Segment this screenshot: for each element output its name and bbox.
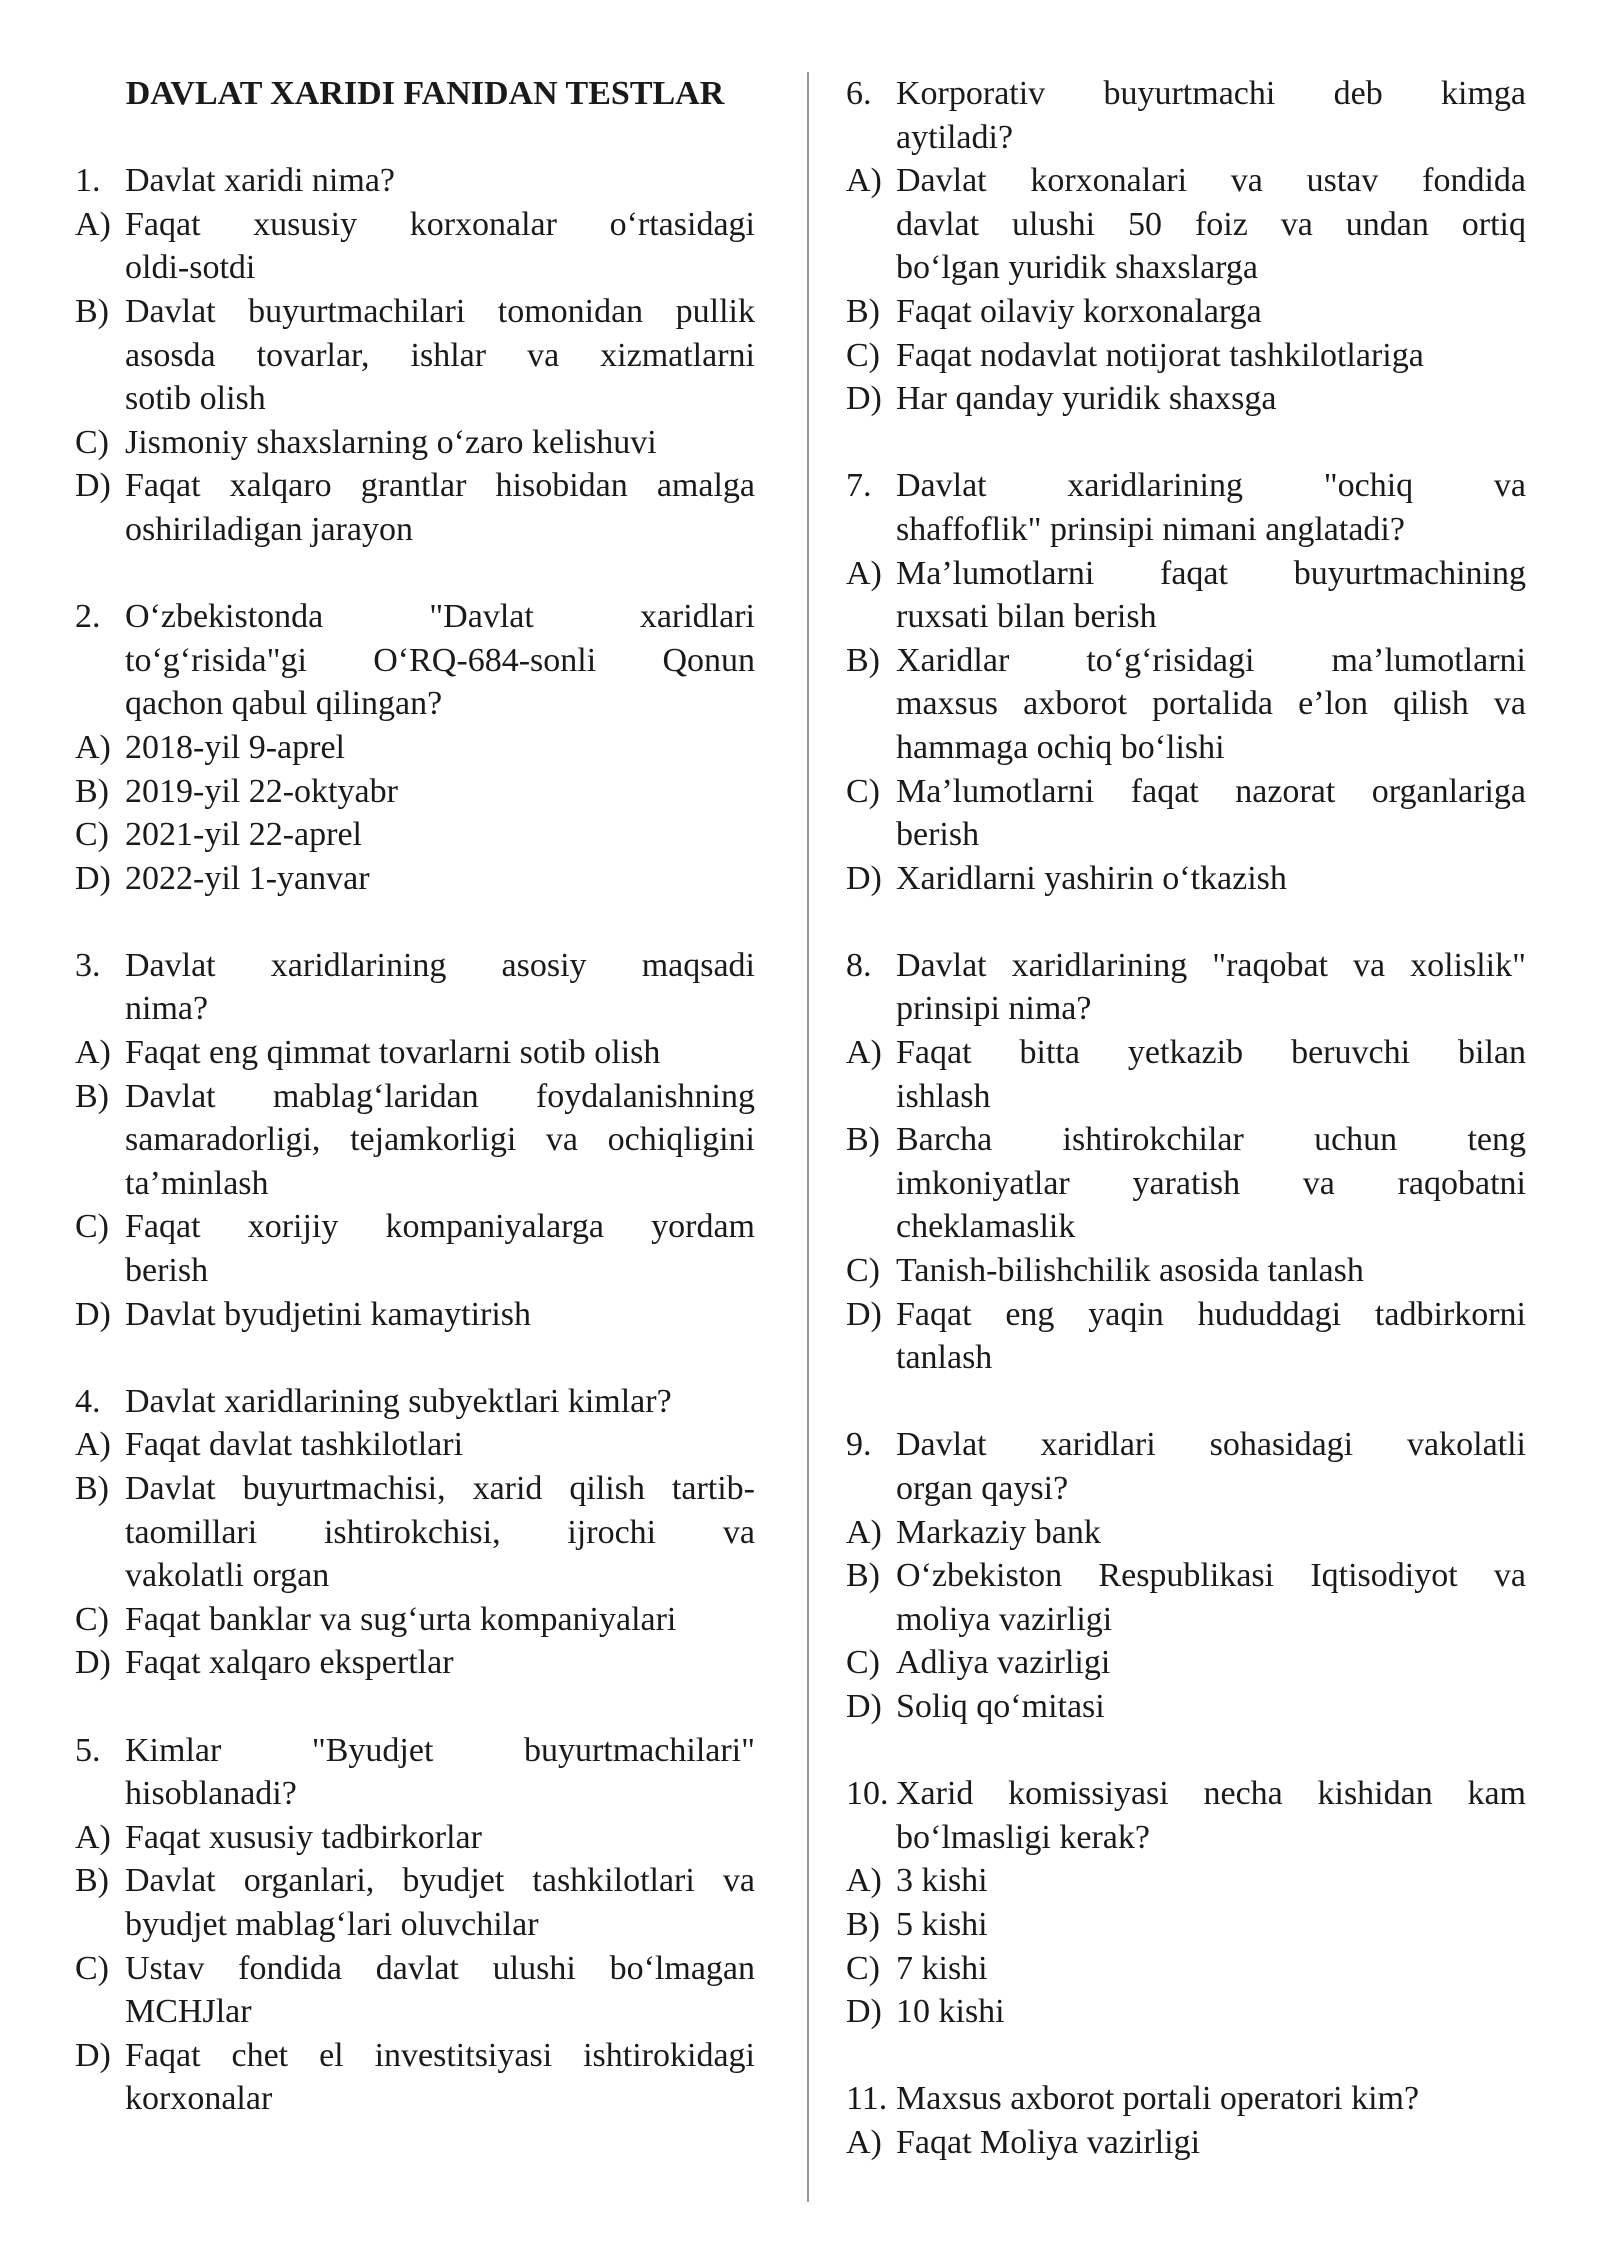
question-number xyxy=(846,508,896,552)
question-number: 5. xyxy=(75,1731,101,1769)
question-text-line xyxy=(75,1729,755,1773)
answer-option-line xyxy=(75,1075,755,1119)
answer-option-line xyxy=(75,421,755,465)
option-letter: B) xyxy=(75,772,109,810)
answer-option-line xyxy=(846,857,1526,901)
question-text-line xyxy=(846,1816,1526,1860)
option-text: 2022-yil 1-yanvar xyxy=(125,859,370,897)
page-title: DAVLAT XARIDI FANIDAN TESTLAR xyxy=(125,75,725,112)
option-letter: D) xyxy=(75,1644,111,1682)
answer-option-line xyxy=(75,1249,755,1293)
answer-option-line xyxy=(846,726,1526,770)
answer-option-line xyxy=(846,1511,1526,1555)
answer-option-line xyxy=(75,1205,755,1249)
question-text: aytiladi? xyxy=(896,118,1014,156)
answer-option-line xyxy=(75,246,755,290)
question-number: 7. xyxy=(846,467,872,505)
option-text: 10 kishi xyxy=(896,1993,1005,2031)
question-text: bo‘lmasligi kerak? xyxy=(896,1818,1150,1856)
option-text: Barcha ishtirokchilar uchun teng xyxy=(896,1121,1526,1159)
option-letter xyxy=(75,1249,125,1293)
question-text-line xyxy=(75,595,755,639)
option-letter: B) xyxy=(75,1470,109,1507)
option-letter: B) xyxy=(75,1077,109,1115)
question-text: qachon qabul qilingan? xyxy=(125,685,443,723)
option-letter xyxy=(75,1554,125,1598)
option-letter: D) xyxy=(75,859,111,897)
question-text-line xyxy=(846,1772,1526,1816)
option-letter xyxy=(846,726,896,770)
answer-option-line xyxy=(846,682,1526,726)
answer-option-line xyxy=(75,1162,755,1206)
answer-option-line xyxy=(75,813,755,857)
option-text: taomillari ishtirokchisi, ijrochi va xyxy=(125,1513,755,1551)
option-letter: B) xyxy=(75,292,109,330)
option-letter: A) xyxy=(75,1426,111,1464)
option-text: berish xyxy=(125,1252,209,1290)
option-letter: A) xyxy=(846,554,882,592)
answer-option-line xyxy=(846,1685,1526,1729)
option-text: O‘zbekiston Respublikasi Iqtisodiyot va xyxy=(896,1557,1526,1595)
option-text: 2021-yil 22-aprel xyxy=(125,816,362,854)
question-text-line xyxy=(846,987,1526,1031)
answer-option-line xyxy=(75,2077,755,2121)
question-number: 3. xyxy=(75,946,101,984)
option-text: asosda tovarlar, ishlar va xizmatlarni xyxy=(125,336,755,374)
question-number: 6. xyxy=(846,75,872,112)
question-number: 10. xyxy=(846,1775,889,1813)
question-text: Maxsus axborot portali operatori kim? xyxy=(896,2080,1420,2118)
answer-option-line xyxy=(846,203,1526,247)
option-letter: C) xyxy=(846,1252,880,1290)
option-text: Faqat xususiy tadbirkorlar xyxy=(125,1818,482,1856)
answer-option-line xyxy=(846,2121,1526,2165)
question-10 xyxy=(846,1772,1526,2034)
option-text: maxsus axborot portalida e’lon qilish va xyxy=(896,685,1526,723)
option-letter: A) xyxy=(75,1818,111,1856)
answer-option-line xyxy=(75,290,755,334)
answer-option-line xyxy=(846,1205,1526,1249)
option-text: 3 kishi xyxy=(896,1862,988,1900)
answer-option-line xyxy=(846,1947,1526,1991)
option-letter: C) xyxy=(846,1644,880,1682)
option-text: tanlash xyxy=(896,1339,993,1377)
question-3 xyxy=(75,944,755,1336)
option-letter xyxy=(846,203,896,247)
option-text: byudjet mablag‘lari oluvchilar xyxy=(125,1905,539,1943)
question-text: to‘g‘risida"gi O‘RQ-684-sonli Qonun xyxy=(125,641,755,679)
question-number xyxy=(75,639,125,683)
answer-option-line xyxy=(75,2034,755,2078)
answer-option-line xyxy=(75,857,755,901)
option-letter: C) xyxy=(846,1949,880,1987)
answer-option-line xyxy=(846,1903,1526,1947)
option-letter: B) xyxy=(846,1905,880,1943)
question-text: prinsipi nima? xyxy=(896,990,1092,1028)
question-text: Davlat xaridlari sohasidagi vakolatli xyxy=(896,1426,1526,1464)
option-letter: D) xyxy=(75,1295,111,1333)
option-text: Soliq qo‘mitasi xyxy=(896,1687,1105,1725)
option-letter: D) xyxy=(846,1687,882,1725)
option-letter xyxy=(846,1162,896,1206)
question-number: 4. xyxy=(75,1382,101,1420)
question-number xyxy=(75,987,125,1031)
answer-option-line xyxy=(75,770,755,814)
option-letter xyxy=(75,1903,125,1947)
answer-option-line xyxy=(846,246,1526,290)
question-9 xyxy=(846,1423,1526,1728)
answer-option-line xyxy=(846,334,1526,378)
option-letter xyxy=(846,813,896,857)
answer-option-line xyxy=(846,377,1526,421)
option-text: Davlat korxonalari va ustav fondida xyxy=(896,162,1526,200)
option-text: ta’minlash xyxy=(125,1164,269,1202)
option-letter xyxy=(846,246,896,290)
answer-option-line xyxy=(846,1293,1526,1337)
answer-option-line xyxy=(75,1423,755,1467)
option-text: Tanish-bilishchilik asosida tanlash xyxy=(896,1252,1364,1290)
option-letter: C) xyxy=(75,423,109,461)
answer-option-line xyxy=(846,1118,1526,1162)
question-number: 1. xyxy=(75,162,101,200)
answer-option-line xyxy=(75,1947,755,1991)
option-text: samaradorligi, tejamkorligi va ochiqligini xyxy=(125,1121,755,1159)
answer-option-line xyxy=(846,1162,1526,1206)
answer-option-line xyxy=(846,159,1526,203)
question-text: Davlat xaridlarining "ochiq va xyxy=(896,467,1526,505)
option-text: Faqat eng qimmat tovarlarni sotib olish xyxy=(125,1034,661,1072)
answer-option-line xyxy=(75,508,755,552)
answer-option-line xyxy=(75,377,755,421)
option-letter: A) xyxy=(846,162,882,200)
question-5 xyxy=(75,1729,755,2121)
question-number: 9. xyxy=(846,1426,872,1464)
option-text: Faqat xalqaro grantlar hisobidan amalga xyxy=(125,467,755,505)
option-letter xyxy=(75,377,125,421)
option-letter: D) xyxy=(846,1295,882,1333)
option-text: Faqat banklar va sug‘urta kompaniyalari xyxy=(125,1600,677,1638)
option-text: MCHJlar xyxy=(125,1993,252,2031)
question-4 xyxy=(75,1380,755,1685)
option-letter: C) xyxy=(846,772,880,810)
option-text: Faqat oilaviy korxonalarga xyxy=(896,292,1262,330)
option-text: Davlat organlari, byudjet tashkilotlari va xyxy=(125,1862,755,1900)
question-text: Davlat xaridlarining asosiy maqsadi xyxy=(125,946,755,984)
option-text: Ma’lumotlarni faqat buyurtmachining xyxy=(896,554,1526,592)
question-text: Kimlar "Byudjet buyurtmachilari" xyxy=(125,1731,755,1769)
option-text: sotib olish xyxy=(125,380,266,418)
question-text: Davlat xaridi nima? xyxy=(125,162,396,200)
option-letter: D) xyxy=(846,1993,882,2031)
option-letter: D) xyxy=(75,467,111,505)
option-text: 5 kishi xyxy=(896,1905,988,1943)
option-text: Ma’lumotlarni faqat nazorat organlariga xyxy=(896,772,1526,810)
right-column xyxy=(846,72,1526,2208)
question-text: Korporativ buyurtmachi deb kimga xyxy=(896,75,1526,112)
answer-option-line xyxy=(75,1293,755,1337)
option-text: Faqat nodavlat notijorat tashkilotlariga xyxy=(896,336,1424,374)
option-text: bo‘lgan yuridik shaxslarga xyxy=(896,249,1258,287)
answer-option-line xyxy=(75,1859,755,1903)
option-text: 2019-yil 22-oktyabr xyxy=(125,772,398,810)
option-text: Jismoniy shaxslarning o‘zaro kelishuvi xyxy=(125,423,657,461)
question-text: O‘zbekistonda "Davlat xaridlari xyxy=(125,598,755,636)
option-letter xyxy=(846,682,896,726)
option-text: Davlat buyurtmachilari tomonidan pullik xyxy=(125,292,755,330)
answer-option-line xyxy=(75,726,755,770)
answer-option-line xyxy=(75,1598,755,1642)
question-text: Davlat xaridlarining subyektlari kimlar? xyxy=(125,1382,672,1420)
option-letter: B) xyxy=(846,1121,880,1159)
question-text-line xyxy=(846,464,1526,508)
question-text-line xyxy=(846,72,1526,116)
option-text: 2018-yil 9-aprel xyxy=(125,728,345,766)
option-text: hammaga ochiq bo‘lishi xyxy=(896,728,1225,766)
option-letter xyxy=(846,1598,896,1642)
option-letter: A) xyxy=(846,2123,882,2161)
answer-option-line xyxy=(846,1641,1526,1685)
answer-option-line xyxy=(846,290,1526,334)
answer-option-line xyxy=(75,1118,755,1162)
option-text: vakolatli organ xyxy=(125,1557,330,1595)
question-11 xyxy=(846,2077,1526,2164)
option-letter: C) xyxy=(75,816,109,854)
question-number xyxy=(846,1816,896,1860)
answer-option-line xyxy=(75,1467,755,1511)
question-text-line xyxy=(846,116,1526,160)
answer-option-line xyxy=(846,552,1526,596)
option-text: Faqat chet el investitsiyasi ishtirokidagi xyxy=(125,2036,755,2074)
option-letter xyxy=(75,1990,125,2034)
question-text-line xyxy=(846,2077,1526,2121)
column-divider xyxy=(807,72,809,2202)
option-text: Faqat davlat tashkilotlari xyxy=(125,1426,464,1464)
answer-option-line xyxy=(75,464,755,508)
option-letter: A) xyxy=(75,728,111,766)
question-text-line xyxy=(846,1467,1526,1511)
option-letter: C) xyxy=(75,1208,109,1246)
option-letter xyxy=(75,246,125,290)
option-letter xyxy=(846,1205,896,1249)
question-number xyxy=(75,1772,125,1816)
answer-option-line xyxy=(846,1554,1526,1598)
question-text-line xyxy=(75,639,755,683)
question-text-line xyxy=(75,1380,755,1424)
option-text: ishlash xyxy=(896,1077,991,1115)
option-letter xyxy=(75,334,125,378)
answer-option-line xyxy=(846,1598,1526,1642)
question-7 xyxy=(846,464,1526,900)
option-text: oshiriladigan jarayon xyxy=(125,510,413,548)
option-text: Xaridlar to‘g‘risidagi ma’lumotlarni xyxy=(896,641,1526,679)
option-text: davlat ulushi 50 foiz va undan ortiq xyxy=(896,205,1526,243)
option-letter: A) xyxy=(846,1034,882,1072)
answer-option-line xyxy=(846,770,1526,814)
question-text-line xyxy=(846,508,1526,552)
question-8 xyxy=(846,944,1526,1380)
answer-option-line xyxy=(75,1816,755,1860)
option-text: Faqat xususiy korxonalar o‘rtasidagi xyxy=(125,205,755,243)
question-number xyxy=(75,682,125,726)
answer-option-line xyxy=(75,1990,755,2034)
question-number xyxy=(846,1467,896,1511)
question-text: Davlat xaridlarining "raqobat va xolislik" xyxy=(896,946,1526,984)
option-letter: A) xyxy=(75,205,111,243)
option-text: Davlat mablag‘laridan foydalanishning xyxy=(125,1077,755,1115)
question-number xyxy=(846,116,896,160)
option-letter xyxy=(75,2077,125,2121)
question-6 xyxy=(846,72,1526,421)
answer-option-line xyxy=(846,1249,1526,1293)
option-text: Har qanday yuridik shaxsga xyxy=(896,380,1277,418)
option-text: Faqat bitta yetkazib beruvchi bilan xyxy=(896,1034,1526,1072)
answer-option-line xyxy=(846,813,1526,857)
option-text: Davlat buyurtmachisi, xarid qilish tartib- xyxy=(125,1470,755,1507)
option-text: Faqat xalqaro ekspertlar xyxy=(125,1644,454,1682)
answer-option-line xyxy=(846,595,1526,639)
option-text: berish xyxy=(896,816,980,854)
option-letter: D) xyxy=(75,2036,111,2074)
question-2 xyxy=(75,595,755,900)
question-text-line xyxy=(75,1772,755,1816)
answer-option-line xyxy=(846,1075,1526,1119)
option-letter: A) xyxy=(846,1513,882,1551)
answer-option-line xyxy=(846,639,1526,683)
option-letter: B) xyxy=(846,641,880,679)
answer-option-line xyxy=(75,1641,755,1685)
option-text: Markaziy bank xyxy=(896,1513,1101,1551)
question-number: 2. xyxy=(75,598,101,636)
answer-option-line xyxy=(75,1554,755,1598)
question-text: hisoblanadi? xyxy=(125,1775,297,1813)
option-text: Faqat eng yaqin hududdagi tadbirkorni xyxy=(896,1295,1526,1333)
option-letter: C) xyxy=(846,336,880,374)
option-letter: B) xyxy=(846,292,880,330)
answer-option-line xyxy=(846,1859,1526,1903)
option-letter: C) xyxy=(75,1949,109,1987)
option-letter xyxy=(75,508,125,552)
option-letter: C) xyxy=(75,1600,109,1638)
option-text: Adliya vazirligi xyxy=(896,1644,1111,1682)
left-column xyxy=(75,72,755,2165)
question-text: organ qaysi? xyxy=(896,1470,1069,1507)
option-letter: D) xyxy=(846,859,882,897)
option-letter: A) xyxy=(75,1034,111,1072)
answer-option-line xyxy=(75,334,755,378)
option-letter xyxy=(846,1336,896,1380)
answer-option-line xyxy=(846,1336,1526,1380)
option-text: moliya vazirligi xyxy=(896,1600,1113,1638)
question-number: 8. xyxy=(846,946,872,984)
question-text: shaffoflik" prinsipi nimani anglatadi? xyxy=(896,510,1405,548)
question-text-line xyxy=(75,159,755,203)
option-text: korxonalar xyxy=(125,2080,273,2118)
question-text-line xyxy=(846,1423,1526,1467)
option-letter xyxy=(846,1075,896,1119)
question-text: nima? xyxy=(125,990,209,1028)
option-text: imkoniyatlar yaratish va raqobatni xyxy=(896,1164,1526,1202)
answer-option-line xyxy=(75,1903,755,1947)
option-letter: B) xyxy=(846,1557,880,1595)
option-text: oldi-sotdi xyxy=(125,249,256,287)
option-text: Davlat byudjetini kamaytirish xyxy=(125,1295,532,1333)
option-text: Faqat Moliya vazirligi xyxy=(896,2123,1201,2161)
option-letter: D) xyxy=(846,380,882,418)
question-number xyxy=(846,987,896,1031)
option-letter: A) xyxy=(846,1862,882,1900)
option-text: ruxsati bilan berish xyxy=(896,598,1157,636)
option-letter xyxy=(75,1511,125,1555)
answer-option-line xyxy=(846,1031,1526,1075)
question-1 xyxy=(75,159,755,551)
question-number: 11. xyxy=(846,2080,888,2118)
option-text: 7 kishi xyxy=(896,1949,988,1987)
option-letter xyxy=(75,1162,125,1206)
question-text-line xyxy=(75,944,755,988)
option-text: Faqat xorijiy kompaniyalarga yordam xyxy=(125,1208,755,1246)
question-text-line xyxy=(75,987,755,1031)
option-text: cheklamaslik xyxy=(896,1208,1076,1246)
answer-option-line xyxy=(75,1031,755,1075)
option-text: Xaridlarni yashirin o‘tkazish xyxy=(896,859,1287,897)
option-letter xyxy=(846,595,896,639)
option-letter xyxy=(75,1118,125,1162)
answer-option-line xyxy=(75,1511,755,1555)
option-letter: B) xyxy=(75,1862,109,1900)
option-text: Ustav fondida davlat ulushi bo‘lmagan xyxy=(125,1949,755,1987)
question-text-line xyxy=(75,682,755,726)
answer-option-line xyxy=(846,1990,1526,2034)
answer-option-line xyxy=(75,203,755,247)
question-text: Xarid komissiyasi necha kishidan kam xyxy=(896,1775,1526,1813)
question-text-line xyxy=(846,944,1526,988)
